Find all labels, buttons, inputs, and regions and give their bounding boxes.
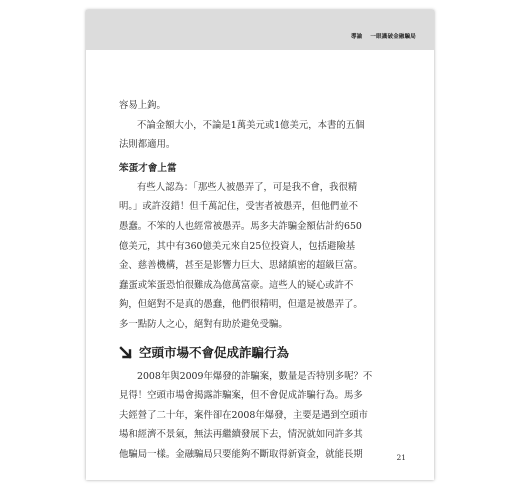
paragraph-3 [119, 178, 395, 335]
header-band [86, 10, 434, 50]
running-head [351, 32, 416, 40]
text-line: 2008年與2009年爆發的詐騙案，數量是否特別多呢？不 [137, 370, 373, 382]
text-line: 明。」或許沒錯！但千萬記住，受害者被愚弄，但他們並不 [119, 201, 359, 213]
page-number: 21 [396, 453, 406, 462]
paragraph-1: 容易上鉤。 [119, 100, 166, 111]
text-line: 蠢蛋或笨蛋恐怕很難成為億萬富豪。這些人的疑心或許不 [119, 279, 354, 291]
text-line: 法則都適用。 [119, 139, 176, 151]
text-line: 億美元，其中有360億美元來自25位投資人，包括避險基 [119, 240, 356, 252]
text-line: 場和經濟不景氣，無法再繼續發展下去，情況就如同許多其 [119, 429, 363, 441]
page-content [119, 96, 395, 465]
text-line: 夠，但絕對不是真的愚蠢，他們很精明，但還是被愚弄了。 [119, 299, 363, 311]
paragraph-2 [119, 116, 395, 155]
text-line: 見得！空頭市場會揭露詐騙案，但不會促成詐騙行為。馬多 [119, 390, 363, 402]
chapter-label: 導論 [350, 34, 363, 40]
text-line: 多一點防人之心，絕對有助於避免受騙。 [119, 318, 288, 330]
section-heading [119, 342, 395, 364]
arrow-down-right-icon [119, 346, 133, 360]
text-line: 夫經營了二十年，案件卻在2008年爆發，主要是遇到空頭市 [119, 409, 368, 421]
text-line: 有些人認為：「那些人被愚弄了，可是我不會，我很精 [137, 181, 358, 193]
text-line: 不論金額大小，不論是1萬美元或1億美元，本書的五個 [137, 119, 365, 131]
text-line: 金、慈善機構，甚至是影響力巨大、思緒縝密的超級巨富。 [119, 260, 363, 272]
book-page [86, 10, 434, 480]
section-title: 空頭市場不會促成詐騙行為 [139, 344, 290, 360]
paragraph-4 [119, 367, 395, 465]
text-line: 他騙局一樣。金融騙局只要能夠不斷取得新資金，就能長期 [119, 448, 363, 460]
subheading: 笨蛋才會上當 [119, 162, 177, 174]
text-line: 愚蠢。不笨的人也經常被愚弄。馬多夫詐騙金額估計約650 [119, 220, 362, 232]
chapter-title: 一眼識破金融騙局 [370, 34, 416, 40]
